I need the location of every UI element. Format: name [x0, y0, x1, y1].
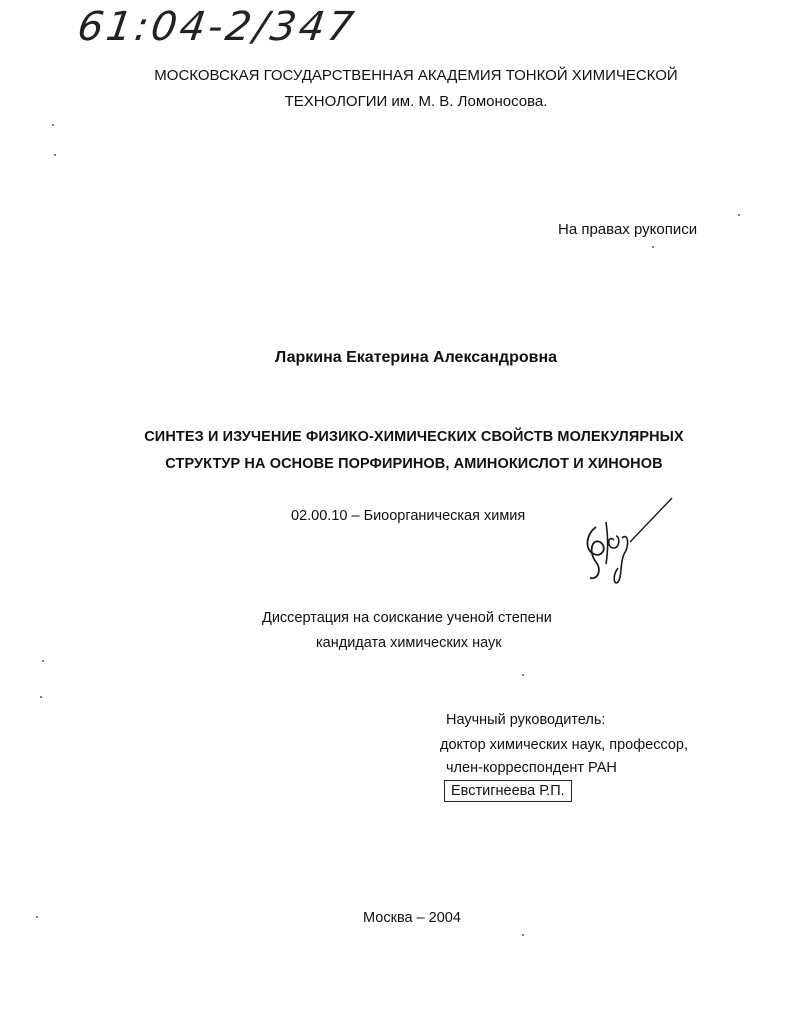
- institution-line-1: МОСКОВСКАЯ ГОСУДАРСТВЕННАЯ АКАДЕМИЯ ТОНКОЙ ХИМИЧЕСКОЙ: [154, 67, 678, 84]
- supervisor-heading: Научный руководитель:: [446, 712, 606, 728]
- manuscript-rights: На правах рукописи: [558, 221, 698, 238]
- supervisor-rank-1: доктор химических наук, профессор,: [440, 737, 689, 753]
- specialty: 02.00.10 – Биоорганическая химия: [291, 508, 526, 524]
- scan-speck: [522, 934, 524, 936]
- scan-speck: [40, 696, 42, 698]
- supervisor-name: Евстигнеева Р.П.: [444, 780, 572, 802]
- supervisor-name-box: [444, 779, 572, 803]
- scan-speck: [52, 124, 54, 126]
- institution-line-2: ТЕХНОЛОГИИ им. М. В. Ломоносова.: [284, 93, 548, 110]
- archive-code: 61:04-2/347: [74, 4, 360, 50]
- scan-speck: [36, 916, 38, 918]
- author-name: Ларкина Екатерина Александровна: [274, 349, 558, 366]
- title-line-2: СТРУКТУР НА ОСНОВЕ ПОРФИРИНОВ, АМИНОКИСЛОТ И ХИНОНОВ: [165, 456, 663, 472]
- degree-line-1: Диссертация на соискание ученой степени: [262, 610, 552, 626]
- scan-speck: [522, 674, 524, 676]
- scan-speck: [42, 660, 44, 662]
- supervisor-rank-2: член-корреспондент РАН: [446, 760, 617, 776]
- title-line-1: СИНТЕЗ И ИЗУЧЕНИЕ ФИЗИКО-ХИМИЧЕСКИХ СВОЙСТВ МОЛЕКУЛЯРНЫХ: [144, 429, 684, 445]
- degree-line-2: кандидата химических наук: [316, 635, 502, 651]
- scan-speck: [738, 214, 740, 216]
- signature-mark: [578, 492, 678, 588]
- place-year: Москва – 2004: [363, 910, 461, 926]
- scan-speck: [652, 246, 654, 248]
- scan-speck: [54, 154, 56, 156]
